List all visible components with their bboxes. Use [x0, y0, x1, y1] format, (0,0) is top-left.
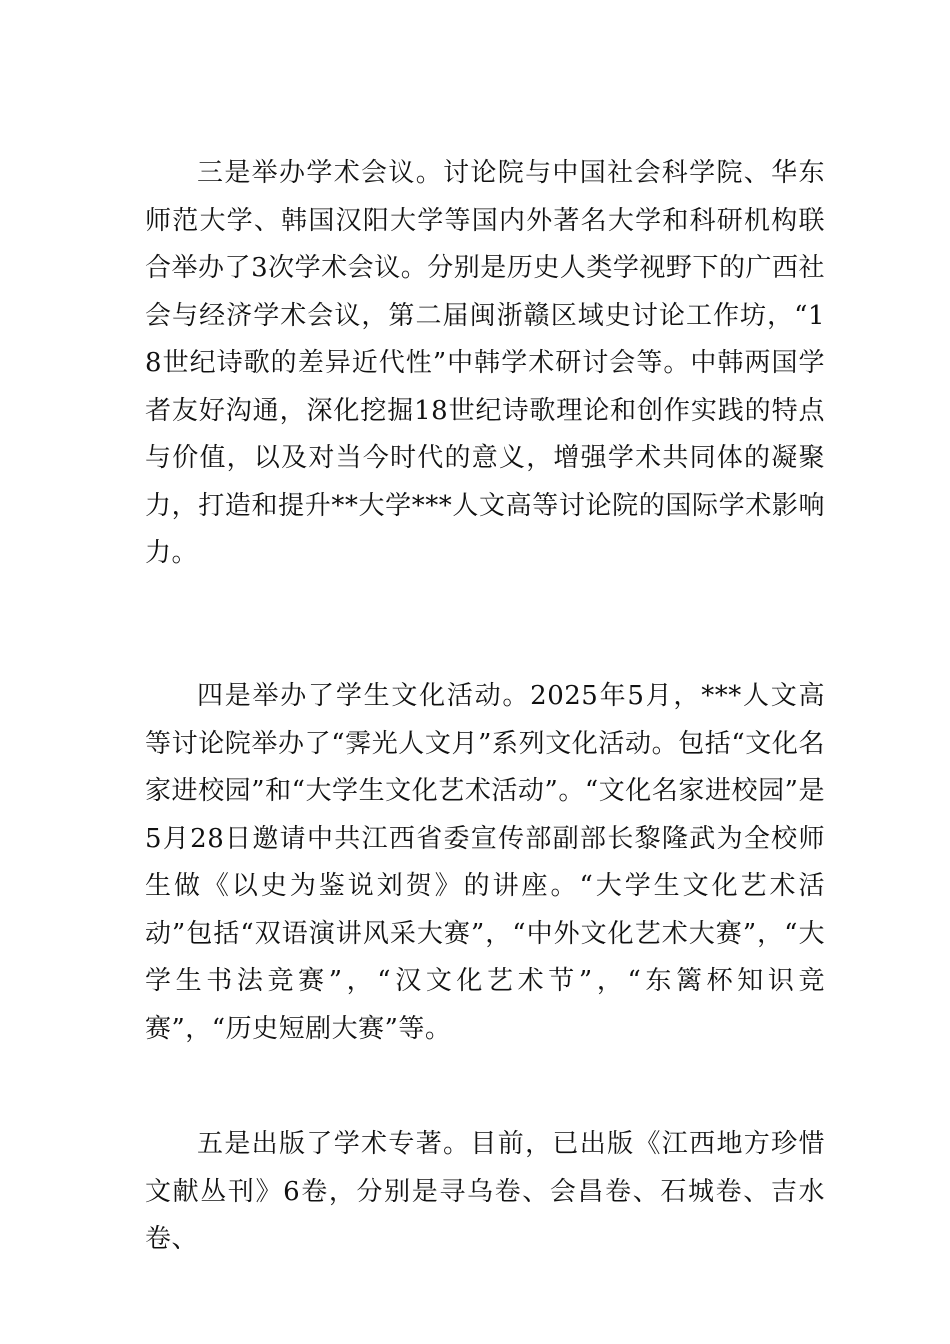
paragraph-text: 四是举办了学生文化活动。2025年5月，***人文高等讨论院举办了“霁光人文月”系列文化活动。包括“文化名家进校园”和“大学生文化艺术活动”。“文化名家进校园”是5月28日邀请中共江西省委宣传部副部长黎隆武为全校师生做《以史为鉴说刘贺》的讲座。“大学生文化艺术活动”包括“双语演讲风采大赛”，“中外文化艺术大赛”，“大学生书法竞赛”，“汉文化艺术节”，“东篱杯知识竞赛”，“历史短剧大赛”等。 — [145, 681, 825, 1044]
paragraph-text: 三是举办学术会议。讨论院与中国社会科学院、华东师范大学、韩国汉阳大学等国内外著名大学和科研机构联合举办了3次学术会议。分别是历史人类学视野下的广西社会与经济学术会议，第二届闽浙赣区域史讨论工作坊，“18世纪诗歌的差异近代性”中韩学术研讨会等。中韩两国学者友好沟通，深化挖掘18世纪诗歌理论和创作实践的特点与价值，以及对当今时代的意义，增强学术共同体的凝聚力，打造和提升**大学***人文高等讨论院的国际学术影响力。 — [145, 158, 825, 568]
paragraph-academic-conferences — [145, 150, 825, 578]
paragraph-text: 五是出版了学术专著。目前，已出版《江西地方珍惜文献丛刊》6卷，分别是寻乌卷、会昌卷、石城卷、吉水卷、 — [145, 1129, 825, 1254]
paragraph-student-activities — [145, 673, 825, 1053]
paragraph-publications — [145, 1121, 825, 1264]
